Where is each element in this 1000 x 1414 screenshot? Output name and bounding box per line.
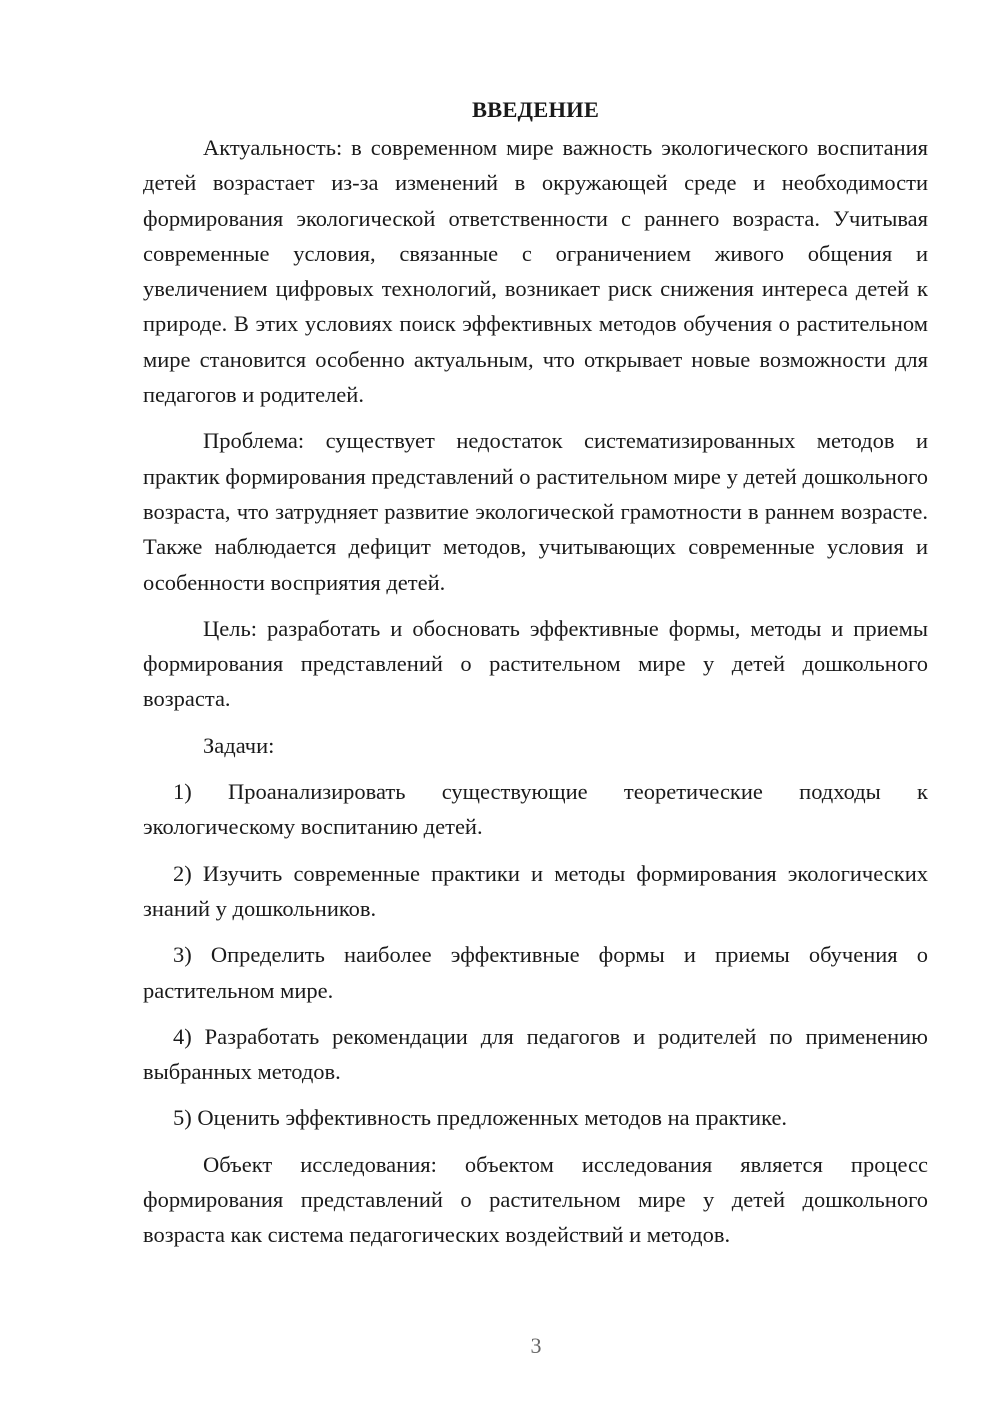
section-title: ВВЕДЕНИЕ [471,97,600,122]
paragraph-goal: Цель: разработать и обосновать эффективные формы, методы и приемы формирования представлений о растительном мире у детей дошкольного возраста. [143,615,928,712]
page-content [143,92,928,1264]
task-item: 1) Проанализировать существующие теоретические подходы к экологическому воспитанию детей. [143,779,928,840]
task-item: 2) Изучить современные практики и методы формирования экологических знаний у дошкольников. [143,860,928,921]
task-item: 3) Определить наиболее эффективные формы и приемы обучения о растительном мире. [143,942,928,1003]
task-item: 4) Разработать рекомендации для педагогов и родителей по применению выбранных методов. [143,1023,928,1085]
page-number: 3 [530,1333,542,1358]
tasks-heading: Задачи: [203,732,275,758]
task-item: 5) Оценить эффективность предложенных методов на практике. [173,1105,788,1131]
paragraph-problem: Проблема: существует недостаток систематизированных методов и практик формирования представлений о растительном мире у детей дошкольного возраста, что затрудняет развитие экологической грамотности в раннем возрасте. Также наблюдается дефицит методов, учитывающих современные условия и особенности восприятия детей. [143,428,928,595]
paragraph-object: Объект исследования: объектом исследования является процесс формирования представлений о растительном мире у детей дошкольного возраста как система педагогических воздействий и методов. [143,1151,928,1248]
paragraph-relevance: Актуальность: в современном мире важность экологического воспитания детей возрастает из-за изменений в окружающей среде и необходимости формирования экологической ответственности с раннего возраста. Учитывая современные условия, связанные с ограничением живого общения и увеличением цифровых технологий, возникает риск снижения интереса детей к природе. В этих условиях поиск эффективных методов обучения о растительном мире становится особенно актуальным, что открывает новые возможности для педагогов и родителей. [143,135,928,408]
